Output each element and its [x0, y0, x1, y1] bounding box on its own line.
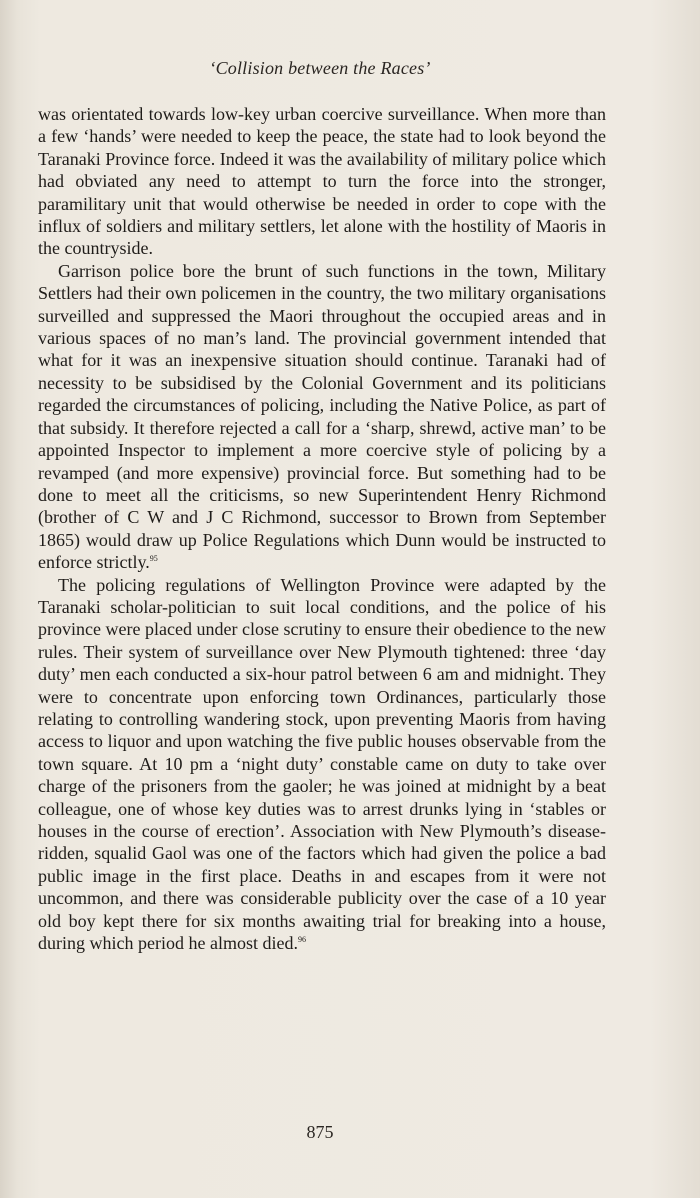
- page-number: 875: [306, 1122, 334, 1142]
- footnote-ref-96: 96: [297, 935, 306, 945]
- running-head: ‘Collision between the Races’: [209, 58, 431, 78]
- paragraph-2-text: Garrison police bore the brunt of such functions in the town, Military Settlers had their own policemen in the country, the two military organisations surveilled and suppressed the Maori throughout the occupied areas and in various spaces of no man’s land. The provincial government intended that what for it was an inexpensive situation should continue. Taranaki had of necessity to be subsidised by the Colonial Government and its politicians regarded the circumstances of policing, including the Native Police, as part of that subsidy. It therefore rejected a call for a ‘sharp, shrewd, active man’ to be appointed Inspector to implement a more coercive style of policing by a revamped (and more expensive) provincial force. But something had to be done to meet all the criticisms, so new Superintendent Henry Richmond (brother of C W and J C Richmond, successor to Brown from September 1865) would draw up Police Regulations which Dunn would be instructed to enforce strictly.: [38, 260, 606, 573]
- paragraph-3: [38, 574, 606, 955]
- paragraph-1-text: was orientated towards low-key urban coercive surveillance. When more than a few ‘hands’ were needed to keep the peace, the state had to look beyond the Taranaki Province force. Indeed it was the availability of military police which had obviated any need to attempt to turn the force into the stronger, paramilitary unit that would otherwise be needed in order to cope with the influx of soldiers and military settlers, let alone with the hostility of Maoris in the countryside.: [38, 104, 606, 259]
- paragraph-2: [38, 260, 606, 574]
- body-text: [38, 103, 606, 954]
- footnote-ref-95: 95: [149, 554, 158, 564]
- paragraph-1: [38, 103, 606, 260]
- paragraph-3-text: The policing regulations of Wellington Province were adapted by the Taranaki scholar-politician to suit local conditions, and the police of his province were placed under close scrutiny to ensure their obedience to the new rules. Their system of surveillance over New Plymouth tightened: three ‘day duty’ men each conducted a six-hour patrol between 6 am and midnight. They were to concentrate upon enforcing town Ordinances, particularly those relating to controlling wandering stock, upon preventing Maoris from having access to liquor and upon watching the five public houses observable from the town square. At 10 pm a ‘night duty’ constable came on duty to take over charge of the prisoners from the gaoler; he was joined at midnight by a beat colleague, one of whose key duties was to arrest drunks lying in ‘stables or houses in the course of erection’. Association with New Plymouth’s disease-ridden, squalid Gaol was one of the factors which had given the police a bad public image in the first place. Deaths in and escapes from it were not uncommon, and there was considerable publicity over the case of a 10 year old boy kept there for six months awaiting trial for breaking into a house, during which period he almost died.: [38, 574, 606, 954]
